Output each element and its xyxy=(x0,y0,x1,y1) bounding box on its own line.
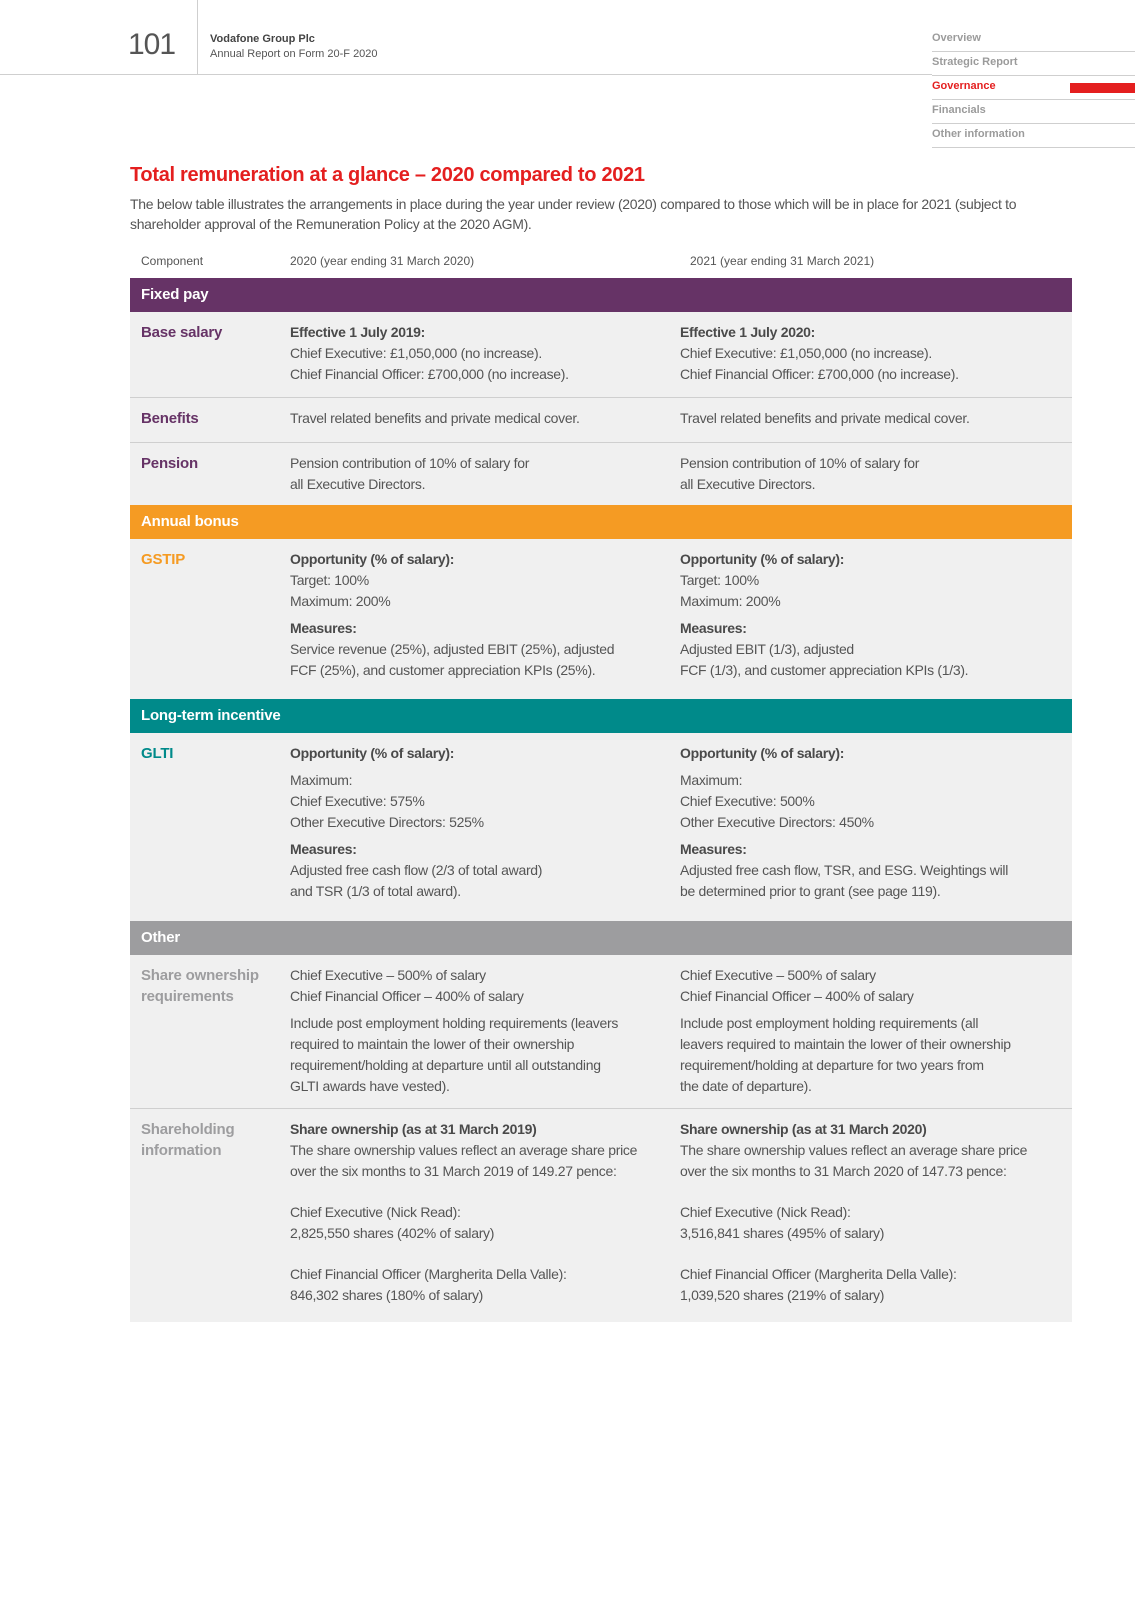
cell-line: Chief Executive – 500% of salary xyxy=(290,967,486,983)
table-row-share-ownership-requirements xyxy=(130,955,1072,1109)
cell-line: Maximum: 200% xyxy=(680,593,781,609)
table-row-benefits xyxy=(130,398,1072,443)
cell-line: Chief Executive (Nick Read): xyxy=(680,1204,851,1220)
cell-line: over the six months to 31 March 2020 of 147.73 pence: xyxy=(680,1163,1007,1179)
row-label-line: Shareholding xyxy=(141,1121,235,1138)
cell-line: Service revenue (25%), adjusted EBIT (25%), adjusted xyxy=(290,641,615,657)
cell-line: Chief Executive: 500% xyxy=(680,793,815,809)
cell-line: 3,516,841 shares (495% of salary) xyxy=(680,1225,885,1241)
report-name: Annual Report on Form 20-F 2020 xyxy=(210,48,378,60)
header-divider-vertical xyxy=(197,0,198,74)
cell-line: the date of departure). xyxy=(680,1078,812,1094)
cell-line: requirement/holding at departure for two years from xyxy=(680,1057,984,1073)
page-title: Total remuneration at a glance – 2020 compared to 2021 xyxy=(130,164,645,186)
row-label: GLTI xyxy=(141,745,174,762)
nav-item-governance-label: Governance xyxy=(932,80,996,92)
cell-line: 1,039,520 shares (219% of salary) xyxy=(680,1287,885,1303)
cell-line: Pension contribution of 10% of salary for xyxy=(290,455,530,471)
cell-line: Other Executive Directors: 525% xyxy=(290,814,484,830)
cell-line: leavers required to maintain the lower of their ownership xyxy=(680,1036,1011,1052)
cell-line: FCF (1/3), and customer appreciation KPIs (1/3). xyxy=(680,662,969,678)
nav-item-financials[interactable]: Financials xyxy=(932,100,1135,124)
cell-heading: Opportunity (% of salary): xyxy=(290,745,455,761)
header-component: Component xyxy=(141,254,204,268)
table-header xyxy=(130,248,1072,278)
row-label: Benefits xyxy=(141,410,199,427)
cell-heading: Effective 1 July 2019: xyxy=(290,324,426,340)
cell-line: Pension contribution of 10% of salary for xyxy=(680,455,920,471)
section-other: Other xyxy=(130,921,1072,955)
cell-heading: Opportunity (% of salary): xyxy=(290,551,455,567)
cell-line: requirement/holding at departure until all outstanding xyxy=(290,1057,601,1073)
cell-line: 2,825,550 shares (402% of salary) xyxy=(290,1225,495,1241)
cell-2020 xyxy=(280,312,680,397)
row-label: Pension xyxy=(141,455,198,472)
nav-item-strategic-report[interactable]: Strategic Report xyxy=(932,52,1135,76)
nav-item-other-information[interactable]: Other information xyxy=(932,124,1135,148)
cell-line: Chief Financial Officer: £700,000 (no increase). xyxy=(290,366,569,382)
cell-2020 xyxy=(280,1109,680,1322)
header-divider-horizontal xyxy=(0,74,932,75)
cell-line: Chief Financial Officer: £700,000 (no increase). xyxy=(680,366,959,382)
cell-line: Chief Executive (Nick Read): xyxy=(290,1204,461,1220)
cell-2021 xyxy=(680,1109,1072,1322)
cell-line: all Executive Directors. xyxy=(680,476,816,492)
cell-line: GLTI awards have vested). xyxy=(290,1078,450,1094)
cell-heading: Measures: xyxy=(680,841,747,857)
section-fixed-pay: Fixed pay xyxy=(130,278,1072,312)
cell-line: all Executive Directors. xyxy=(290,476,426,492)
cell-line: 846,302 shares (180% of salary) xyxy=(290,1287,484,1303)
cell-2020 xyxy=(280,539,680,699)
table-row-glti xyxy=(130,733,1072,921)
cell-2020 xyxy=(280,443,680,505)
cell-line: Include post employment holding requirements (all xyxy=(680,1015,979,1031)
cell-2020: Travel related benefits and private medical cover. xyxy=(290,410,580,426)
table-row-base-salary xyxy=(130,312,1072,398)
cell-2021 xyxy=(680,539,1072,699)
cell-line: Maximum: xyxy=(290,772,353,788)
table-row-gstip xyxy=(130,539,1072,699)
cell-line: Chief Financial Officer (Margherita Della Valle): xyxy=(290,1266,567,1282)
nav-item-governance[interactable] xyxy=(932,76,1135,100)
cell-heading: Share ownership (as at 31 March 2019) xyxy=(290,1121,537,1137)
cell-line: Chief Financial Officer (Margherita Della Valle): xyxy=(680,1266,957,1282)
cell-heading: Measures: xyxy=(290,841,357,857)
cell-line: Maximum: xyxy=(680,772,743,788)
cell-line: Chief Executive – 500% of salary xyxy=(680,967,876,983)
cell-heading: Opportunity (% of salary): xyxy=(680,745,845,761)
table-row-pension xyxy=(130,443,1072,505)
intro-text: The below table illustrates the arrangements in place during the year under review (2020) compared to those which will be in place for 2021 (subject to shareholder approval of the Remuneration Policy at the 2020 AGM). xyxy=(130,196,1017,232)
cell-line: Other Executive Directors: 450% xyxy=(680,814,874,830)
cell-line: Chief Executive: £1,050,000 (no increase). xyxy=(290,345,542,361)
cell-2021 xyxy=(680,312,1072,397)
cell-2020 xyxy=(280,733,680,921)
cell-line: Target: 100% xyxy=(680,572,759,588)
cell-line: be determined prior to grant (see page 119). xyxy=(680,883,941,899)
nav-item-overview[interactable]: Overview xyxy=(932,28,1135,52)
cell-2021 xyxy=(680,443,1072,505)
cell-2021 xyxy=(680,733,1072,921)
section-annual-bonus: Annual bonus xyxy=(130,505,1072,539)
row-label-line: Share ownership xyxy=(141,967,259,984)
table-row-shareholding-information xyxy=(130,1109,1072,1322)
cell-heading: Effective 1 July 2020: xyxy=(680,324,816,340)
row-label: Base salary xyxy=(141,324,223,341)
row-label xyxy=(130,1109,280,1322)
section-long-term-incentive: Long-term incentive xyxy=(130,699,1072,733)
cell-line: and TSR (1/3 of total award). xyxy=(290,883,461,899)
cell-line: Adjusted free cash flow (2/3 of total award) xyxy=(290,862,543,878)
cell-heading: Opportunity (% of salary): xyxy=(680,551,845,567)
cell-2021: Travel related benefits and private medical cover. xyxy=(680,410,970,426)
remuneration-table xyxy=(130,248,1072,1322)
header-2020: 2020 (year ending 31 March 2020) xyxy=(290,254,475,268)
cell-line: Include post employment holding requirements (leavers xyxy=(290,1015,619,1031)
cell-2020 xyxy=(280,955,680,1108)
cell-line: required to maintain the lower of their ownership xyxy=(290,1036,575,1052)
row-label: GSTIP xyxy=(141,551,186,568)
row-label-line: requirements xyxy=(141,988,234,1005)
cell-line: FCF (25%), and customer appreciation KPIs (25%). xyxy=(290,662,596,678)
cell-line: Chief Executive: £1,050,000 (no increase). xyxy=(680,345,932,361)
page-number: 101 xyxy=(128,28,176,61)
cell-line: The share ownership values reflect an average share price xyxy=(290,1142,638,1158)
row-label-line: information xyxy=(141,1142,222,1159)
row-label xyxy=(130,955,280,1108)
active-section-marker xyxy=(1070,83,1135,93)
cell-line: Adjusted free cash flow, TSR, and ESG. Weightings will xyxy=(680,862,1009,878)
cell-line: Maximum: 200% xyxy=(290,593,391,609)
cell-line: Chief Financial Officer – 400% of salary xyxy=(290,988,524,1004)
company-name: Vodafone Group Plc xyxy=(210,33,315,45)
cell-heading: Measures: xyxy=(290,620,357,636)
cell-2021 xyxy=(680,955,1072,1108)
cell-heading: Share ownership (as at 31 March 2020) xyxy=(680,1121,927,1137)
cell-heading: Measures: xyxy=(680,620,747,636)
cell-line: Chief Financial Officer – 400% of salary xyxy=(680,988,914,1004)
cell-line: Target: 100% xyxy=(290,572,369,588)
cell-line: Chief Executive: 575% xyxy=(290,793,425,809)
cell-line: Adjusted EBIT (1/3), adjusted xyxy=(680,641,854,657)
cell-line: The share ownership values reflect an average share price xyxy=(680,1142,1028,1158)
section-nav xyxy=(932,28,1135,148)
cell-line: over the six months to 31 March 2019 of 149.27 pence: xyxy=(290,1163,617,1179)
header-2021: 2021 (year ending 31 March 2021) xyxy=(690,254,875,268)
